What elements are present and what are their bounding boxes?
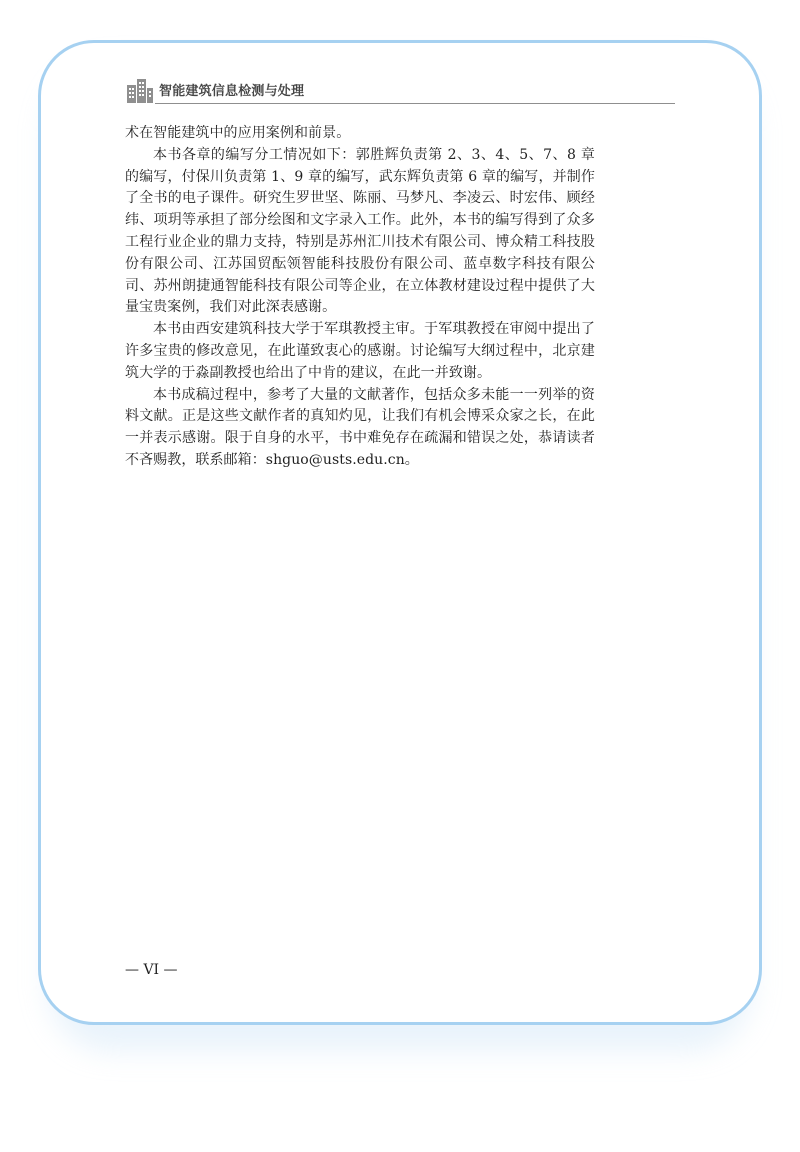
paragraph-review: 本书由西安建筑科技大学于军琪教授主审。于军琪教授在审阅中提出了许多宝贵的修改意见，在此谨致衷心的感谢。讨论编写大纲过程中，北京建筑大学的于淼副教授也给出了中肯的建议，在此一并致谢。 bbox=[125, 321, 595, 381]
running-head-title: 智能建筑信息检测与处理 bbox=[159, 84, 305, 99]
building-icon bbox=[125, 78, 155, 104]
paragraph-continuation: 术在智能建筑中的应用案例和前景。 bbox=[125, 125, 351, 141]
body-text bbox=[125, 123, 595, 472]
page-header bbox=[125, 76, 675, 106]
page-number: — VI — bbox=[125, 962, 178, 978]
paragraph-authorship: 本书各章的编写分工情况如下：郭胜辉负责第 2、3、4、5、7、8 章的编写，付保川负责第 1、9 章的编写，武东辉负责第 6 章的编写，并制作了全书的电子课件。研究生罗世坚、陈丽、马梦凡、李凌云、时宏伟、顾经纬、项玥等承担了部分绘图和文字录入工作。此外，本书的编写得到了众多工程行业企业的鼎力支持，特别是苏州汇川技术有限公司、博众精工科技股份有限公司、江苏国贸酝领智能科技股份有限公司、蓝卓数字科技有限公司、苏州朗捷通智能科技有限公司等企业，在立体教材建设过程中提供了大量宝贵案例，我们对此深表感谢。 bbox=[125, 146, 595, 316]
document-page bbox=[38, 40, 762, 1025]
paragraph-references: 本书成稿过程中，参考了大量的文献著作，包括众多未能一一列举的资料文献。正是这些文献作者的真知灼见，让我们有机会博采众家之长，在此一并表示感谢。限于自身的水平，书中难免存在疏漏和错误之处，恭请读者不吝赐教，联系邮箱：shguo@usts.edu.cn。 bbox=[125, 386, 595, 468]
header-rule bbox=[155, 103, 675, 104]
